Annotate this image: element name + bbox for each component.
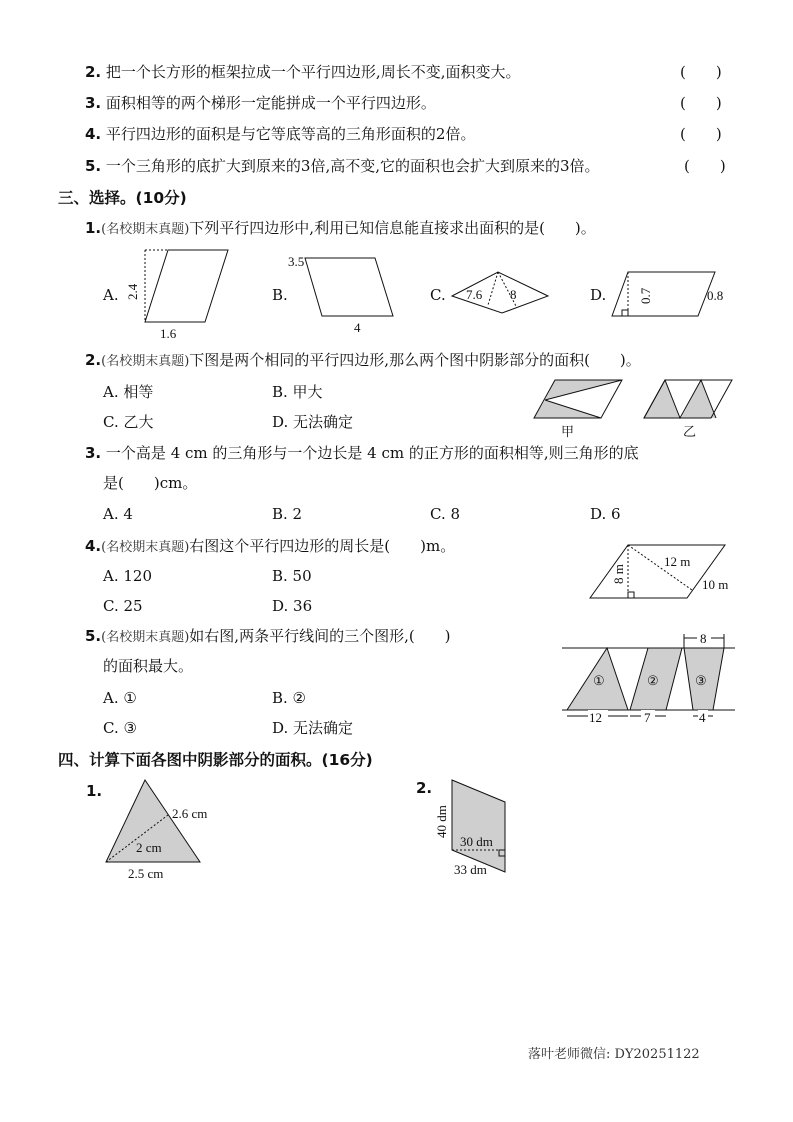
figure-q5-shapes [562,631,735,725]
label-base: 33 dm [454,862,487,877]
question-text: 下图是两个相同的平行四边形,那么两个图中阴影部分的面积( )。 [189,351,641,369]
figure-q4-parallelogram [590,545,728,598]
label-height: 2 cm [136,840,162,855]
option-a[interactable]: A. 4 [103,505,133,523]
option-c[interactable]: C. 8 [430,505,461,523]
label-dim-12: 12 [589,710,602,725]
question-number: 5. [85,627,102,645]
option-c[interactable]: C. [430,286,446,304]
source-tag: (名校期末真题) [101,540,190,555]
figure-parallelogram [434,780,505,877]
option-d[interactable]: D. [590,286,607,304]
section-title: 三、选择。(10分) [58,189,187,207]
question-text: 平行四边形的面积是与它等底等高的三角形面积的2倍。 [105,125,476,143]
label-side: 2.6 cm [172,806,208,821]
question-text: 把一个长方形的框架拉成一个平行四边形,周长不变,面积变大。 [105,63,521,81]
option-c[interactable]: C. 25 [103,597,143,615]
figure-number: 1. [86,782,103,800]
option-b[interactable]: B. [272,286,288,304]
option-a[interactable]: A. [103,286,119,304]
option-b[interactable]: B. 甲大 [272,383,323,401]
label-yi: 乙 [683,424,697,439]
option-b[interactable]: B. 50 [272,567,312,585]
source-tag: (名校期末真题) [101,630,190,645]
label-diagonal-height: 12 m [664,554,691,569]
source-tag: (名校期末真题) [101,354,190,369]
option-a[interactable]: A. 120 [103,567,152,585]
label-side: 0.8 [707,288,724,303]
figure-jia [534,380,622,439]
option-a[interactable]: A. 相等 [103,383,154,401]
label-shape-2: ② [647,673,659,688]
label-base: 4 [354,320,361,335]
figure-parallelogram-d [612,272,723,316]
label-height-2: 8 [510,287,517,302]
question-text: 面积相等的两个梯形一定能拼成一个平行四边形。 [105,94,436,112]
option-d[interactable]: D. 无法确定 [272,719,354,737]
watermark: 落叶老师微信: DY20251122 [528,1047,700,1062]
answer-blank[interactable]: ( ) [684,157,726,175]
figure-parallelogram-b [288,254,393,335]
figure-parallelogram-a [125,250,228,341]
question-number: 1. [85,219,102,237]
figure-yi [644,380,732,439]
option-b[interactable]: B. 2 [272,505,303,523]
q5-continued: 的面积最大。 [103,657,194,675]
option-a[interactable]: A. ① [103,689,137,707]
q3-continued: 是( )cm。 [103,474,198,492]
label-dim-8: 8 [700,631,707,646]
question-text: 一个高是 4 cm 的三角形与一个边长是 4 cm 的正方形的面积相等,则三角形的底 [105,444,639,462]
question-number: 3. [85,444,102,462]
question-number: 2. [85,351,102,369]
option-d[interactable]: D. 36 [272,597,313,615]
label-jia: 甲 [561,424,575,439]
option-c[interactable]: C. 乙大 [103,413,154,431]
label-shape-1: ① [593,673,605,688]
label-height: 8 m [611,564,626,584]
question-number: 4. [85,537,102,555]
label-side: 40 dm [434,805,449,838]
question-number: 3. [85,94,102,112]
question-text: 一个三角形的底扩大到原来的3倍,高不变,它的面积也会扩大到原来的3倍。 [105,157,600,175]
label-height: 0.7 [638,287,653,304]
question-text: 下列平行四边形中,利用已知信息能直接求出面积的是( )。 [189,219,596,237]
option-d[interactable]: D. 6 [590,505,621,523]
label-shape-3: ③ [695,673,707,688]
label-base: 2.5 cm [128,866,164,881]
figure-triangle [106,780,207,881]
question-number: 4. [85,125,102,143]
option-b[interactable]: B. ② [272,689,307,707]
answer-blank[interactable]: ( ) [680,63,722,81]
label-height-1: 7.6 [466,287,483,302]
question-number: 2. [85,63,102,81]
question-number: 5. [85,157,102,175]
question-text: 右图这个平行四边形的周长是( )m。 [189,537,456,555]
label-dim-4: 4 [699,710,706,725]
label-height: 30 dm [460,834,493,849]
label-side: 10 m [702,577,729,592]
option-c[interactable]: C. ③ [103,719,137,737]
source-tag: (名校期末真题) [101,222,190,237]
section-title: 四、计算下面各图中阴影部分的面积。(16分) [58,751,373,769]
label-dim-7: 7 [644,710,651,725]
option-d[interactable]: D. 无法确定 [272,413,354,431]
label-side: 3.5 [288,254,305,269]
figure-number: 2. [416,779,433,797]
answer-blank[interactable]: ( ) [680,94,722,112]
answer-blank[interactable]: ( ) [680,125,722,143]
label-base: 1.6 [160,326,177,341]
figure-rhombus-c [452,272,548,313]
label-height: 2.4 [125,283,140,300]
question-text: 如右图,两条平行线间的三个图形,( ) [189,627,451,645]
